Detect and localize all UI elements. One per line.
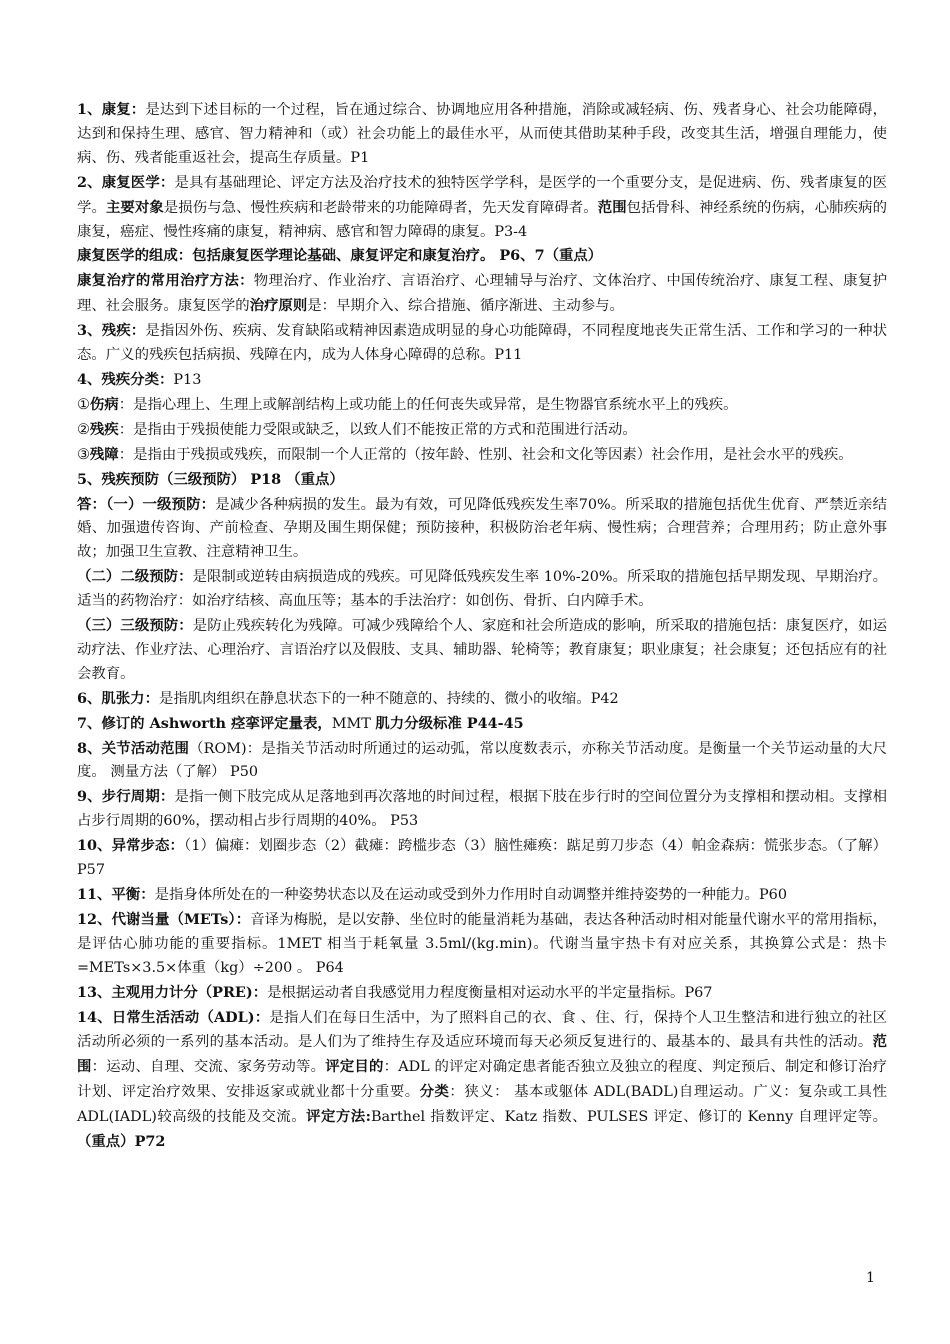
text-run: Barthel 指数评定、Katz 指数、PULSES 评定、修订的 Kenny 自理评定等。 (370, 1109, 888, 1126)
bold-text-run: 残疾 (89, 420, 119, 438)
paragraph (77, 418, 887, 443)
paragraph (77, 614, 887, 687)
paragraph (77, 244, 887, 269)
bold-text-run: 治疗原则 (249, 297, 308, 315)
text-run: 是限制或逆转由病损造成的残疾。可见降低残疾发生率 10%-20%。所采取的措施包括早期发现、早期治疗。适当的药物治疗：如治疗结核、高血压等；基本的手法治疗：如创伤、骨折、白内障手术。 (77, 569, 887, 610)
bold-text-run: 8、关节活动范围 (77, 739, 190, 757)
bold-text-run: 1、康复： (77, 101, 146, 118)
text-run: ：是指由于残损或残疾，而限制一个人正常的（按年龄、性别、社会和文化等因素）社会作用，是社会水平的残疾。 (118, 446, 853, 463)
text-run: 是具有基础理论、评定方法及治疗技术的独特医学学科，是医学的一个重要分支，是促进病、伤、残者康复的医学。 (77, 174, 887, 216)
paragraph (77, 443, 887, 468)
paragraph (77, 785, 887, 834)
paragraph (77, 368, 887, 393)
bold-text-run: 肌力分级标准 P44-45 (375, 714, 524, 732)
text-run: ：ADL 的评定对确定患者能否独立及独立的程度、判定预后、制定和修订治疗计划、评定治疗效果、安排返家或就业都十分重要。 (77, 1059, 887, 1101)
text-run: 是指一侧下肢完成从足落地到再次落地的时间过程，根据下肢在步行时的空间位置分为支撑相和摆动相。支撑相占步行周期的60%，摆动相占步行周期的40%。 P53 (77, 789, 887, 830)
paragraph (77, 737, 887, 786)
page-number: 1 (866, 1270, 875, 1286)
paragraph (77, 319, 887, 368)
text-run: 是：早期介入、综合措施、循序渐进、主动参与。 (307, 298, 624, 315)
bold-text-run: 9、步行周期： (77, 788, 175, 806)
paragraph (77, 493, 887, 566)
paragraph (77, 98, 887, 171)
paragraph (77, 269, 887, 319)
text-run: ③ (77, 446, 90, 463)
text-run: 是减少各种病损的发生。最为有效，可见降低残疾发生率70%。所采取的措施包括优生优育、严禁近亲结婚、加强遗传咨询、产前检查、孕期及围生期保健；预防接种，积极防治老年病、慢性病；合理营养；合理用药；防止意外事故；加强卫生宣教、注意精神卫生。 (77, 496, 887, 561)
bold-text-run: 范围 (77, 1033, 887, 1076)
text-run: 是防止残疾转化为残障。可减少残障给个人、家庭和社会所造成的影响，所采取的措施包括：康复医疗，如运动疗法、作业疗法、心理治疗、言语治疗以及假肢、支具、辅助器、轮椅等；教育康复；职业康复；社会康复；还包括应有的社会教育。 (77, 618, 887, 682)
text-run: P13 (173, 371, 202, 388)
bold-text-run: （重点）P72 (77, 1133, 166, 1151)
bold-text-run: 14、日常生活活动（ADL)： (77, 1008, 270, 1026)
paragraph (77, 393, 887, 418)
text-run: 是损伤与急、慢性疾病和老龄带来的功能障碍者，先天发育障碍者。 (163, 199, 598, 216)
bold-text-run: 康复医学的组成：包括康复医学理论基础、康复评定和康复治疗。 P6、7（重点） (77, 247, 603, 265)
paragraph (77, 1006, 887, 1155)
text-run: ：运动、自理、交流、家务劳动等。 (91, 1059, 326, 1076)
paragraph (77, 883, 887, 908)
bold-text-run: 12、代谢当量（METs）： (77, 910, 251, 928)
bold-text-run: 残障 (89, 445, 119, 463)
paragraph (77, 565, 887, 614)
paragraph (77, 981, 887, 1006)
document-body (77, 98, 887, 1155)
text-run: ② (77, 421, 90, 438)
text-run: （ROM)：是指关节活动时所通过的运动弧，常以度数表示，亦称关节活动度。是衡量一个关节运动量的大尺度。 测量方法（了解） P50 (77, 740, 887, 781)
bold-text-run: 13、主观用力计分（PRE)： (77, 983, 268, 1001)
paragraph (77, 687, 887, 712)
text-run: 包括骨科、神经系统的伤病，心肺疾病的康复，癌症、慢性疼痛的康复，精神病、感官和智力障碍的康复。P3-4 (77, 199, 887, 240)
bold-text-run: 范围 (597, 198, 627, 216)
bold-text-run: 评定目的 (325, 1058, 384, 1076)
bold-text-run: 主要对象 (105, 198, 164, 216)
paragraph (77, 468, 887, 493)
text-run: 是达到下述目标的一个过程，旨在通过综合、协调地应用各种措施，消除或减轻病、伤、残者身心、社会功能障碍，达到和保持生理、感官、智力精神和（或）社会功能上的最佳水平，从而使其借助某种手段，改变其生活，增强自理能力，使病、伤、残者能重返社会，提高生存质量。P1 (77, 102, 887, 166)
bold-text-run: 3、残疾： (77, 322, 146, 340)
text-run: MMT (331, 715, 376, 732)
bold-text-run: （三）三级预防： (77, 617, 193, 635)
paragraph (77, 834, 887, 883)
bold-text-run: 评定方法: (306, 1108, 371, 1126)
bold-text-run: 伤病 (89, 395, 119, 413)
text-run: ：是指心理上、生理上或解剖结构上或功能上的任何丧失或异常，是生物器官系统水平上的残疾。 (118, 396, 738, 413)
bold-text-run: 6、肌张力： (77, 689, 159, 707)
paragraph (77, 171, 887, 245)
text-run: 是指人们在每日生活中，为了照料自己的衣、食 、住、行，保持个人卫生整洁和进行独立的社区活动所必须的一系列的基本活动。是人们为了维持生存及适应环境而每天必须反复进行的、最基本的、最具有共性的活动。 (77, 1009, 887, 1051)
bold-text-run: 5、残疾预防（三级预防） P18 （重点） (77, 470, 344, 488)
text-run: 音译为梅脱，是以安静、坐位时的能量消耗为基础，表达各种活动时相对能量代谢水平的常用指标，是评估心肺功能的重要指标。1MET 相当于耗氧量 3.5ml/(kg.min)。代谢当量宇热卡有对应关系，其换算公式是：热卡=METs×3.5×体重（kg）÷200 。 P64 (77, 911, 887, 976)
text-run: 是指身体所处在的一种姿势状态以及在运动或受到外力作用时自动调整并维持姿势的一种能力。P60 (154, 887, 787, 903)
bold-text-run: 10、异常步态： (77, 837, 184, 855)
bold-text-run: 康复治疗的常用治疗方法： (77, 272, 254, 290)
text-run: ① (77, 396, 90, 413)
bold-text-run: 分类 (419, 1083, 450, 1101)
paragraph (77, 908, 887, 981)
text-run: 是指肌肉组织在静息状态下的一种不随意的、持续的、微小的收缩。P42 (158, 690, 619, 707)
bold-text-run: 4、残疾分类： (77, 370, 174, 388)
bold-text-run: 11、平衡： (77, 886, 155, 903)
bold-text-run: （二）二级预防： (77, 568, 193, 586)
text-run: 物理治疗、作业治疗、言语治疗、心理辅导与治疗、文体治疗、中国传统治疗、康复工程、康复护理、社会服务。康复医学的 (77, 273, 887, 315)
text-run: （1）偏瘫：划圈步态（2）截瘫：跨槛步态（3）脑性瘫痪：踮足剪刀步态（4）帕金森病：慌张步态。（了解）P57 (77, 838, 887, 879)
bold-text-run: 7、修订的 Ashworth 痉挛评定量表， (77, 714, 332, 732)
paragraph (77, 712, 887, 737)
bold-text-run: 2、康复医学： (77, 173, 175, 191)
text-run: ：狭义： 基本或躯体 ADL(BADL)自理运动。广义：复杂或工具性 ADL(IADL)较高级的技能及交流。 (77, 1084, 887, 1126)
text-run: 是根据运动者自我感觉用力程度衡量相对运动水平的半定量指标。P67 (267, 984, 713, 1001)
text-run: ：是指由于残损使能力受限或缺乏，以致人们不能按正常的方式和范围进行活动。 (118, 421, 637, 438)
text-run: 是指因外伤、疾病、发育缺陷或精神因素造成明显的身心功能障碍，不同程度地丧失正常生活、工作和学习的一种状态。广义的残疾包括病损、残障在内，成为人体身心障碍的总称。P11 (77, 323, 887, 364)
bold-text-run: 答：（一）一级预防： (77, 495, 216, 513)
